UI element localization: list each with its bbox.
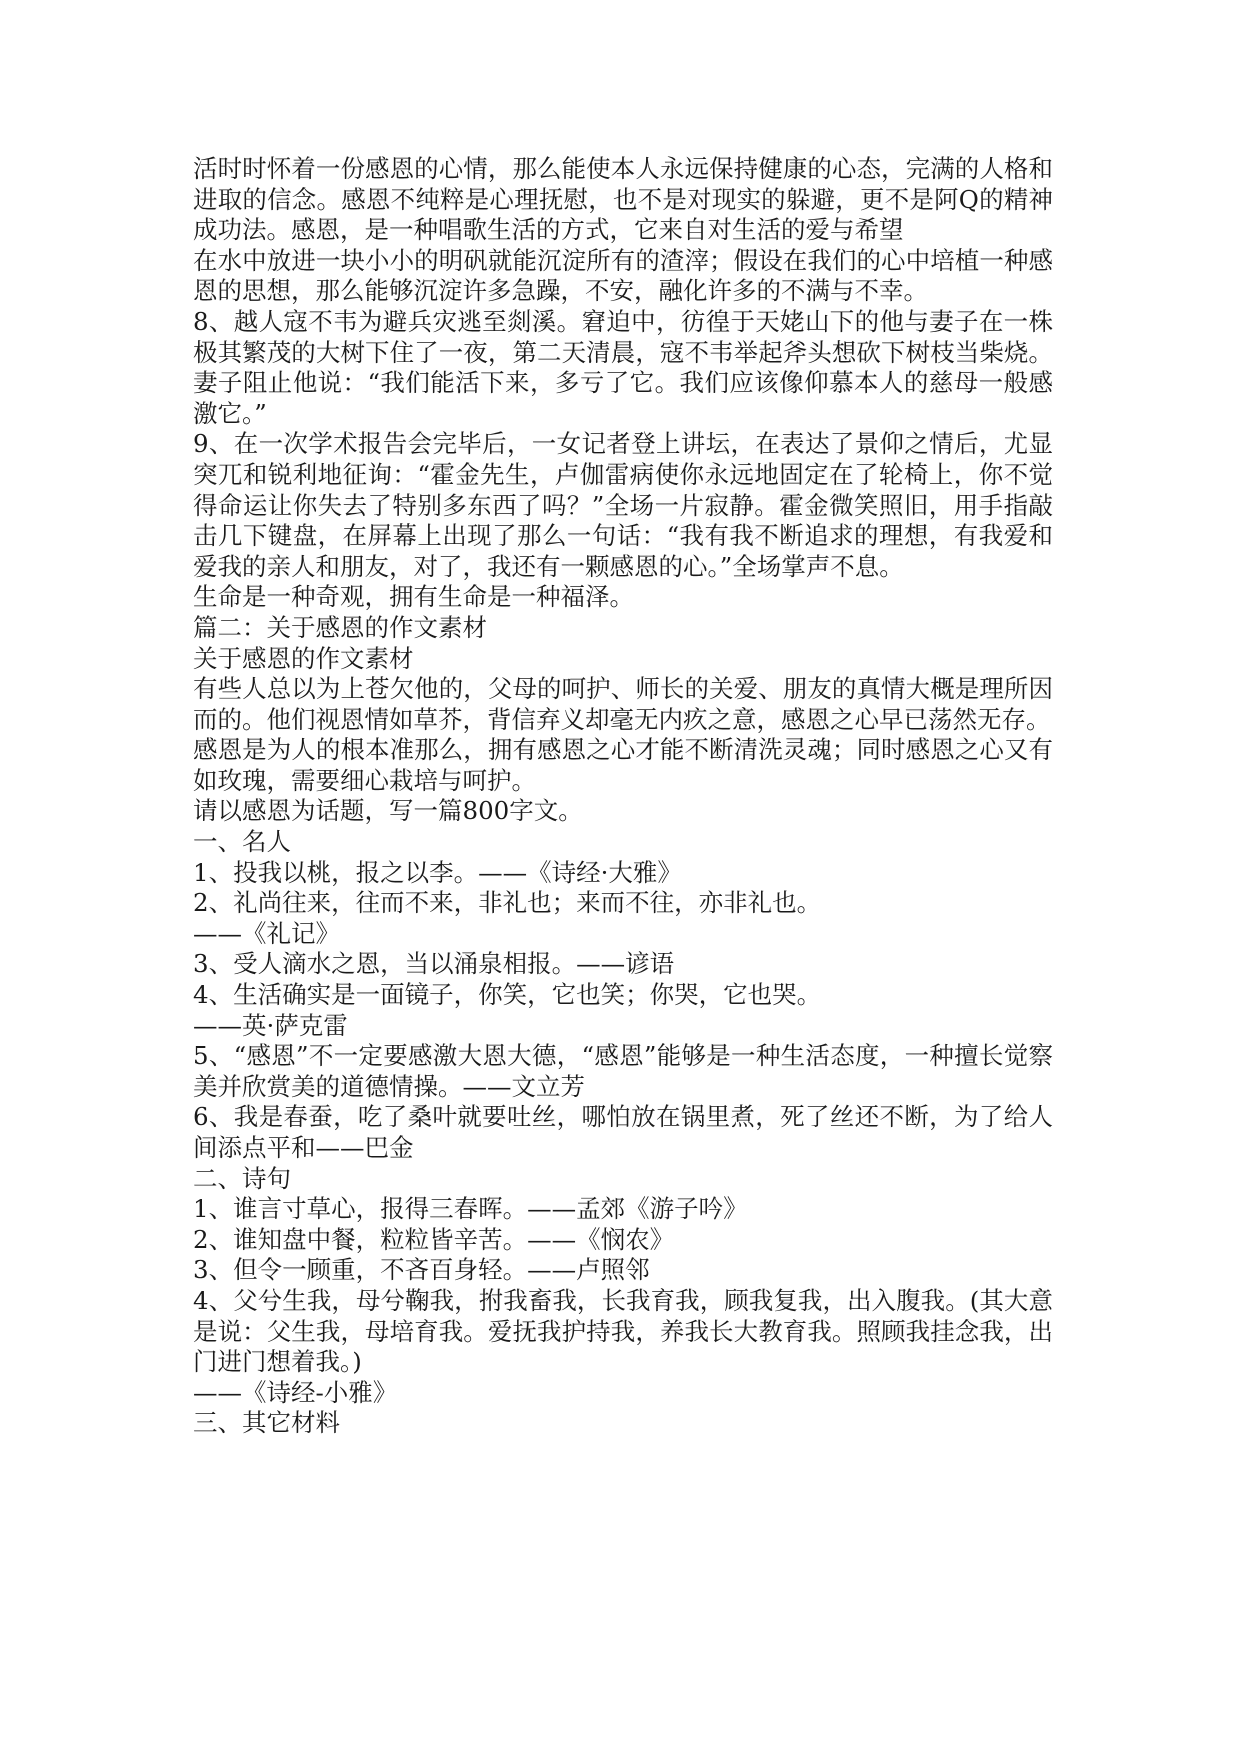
list-item: 5、“感恩”不一定要感激大恩大德，“感恩”能够是一种生活态度，一种擅长觉察美并欣赏美的道德情操。——文立芳 <box>193 1041 1053 1101</box>
paragraph: 生命是一种奇观，拥有生命是一种福泽。 <box>193 582 634 612</box>
paragraph: 8、越人寇不韦为避兵灾逃至剡溪。窘迫中，彷徨于天姥山下的他与妻子在一株极其繁茂的大树下住了一夜，第二天清晨，寇不韦举起斧头想砍下树枝当柴烧。妻子阻止他说：“我们能活下来，多亏了它。我们应该像仰慕本人的慈母一般感激它。” <box>193 306 1053 428</box>
list-heading: 一、名人 <box>193 827 291 857</box>
paragraph: 活时时怀着一份感恩的心情，那么能使本人永远保持健康的心态，完满的人格和进取的信念。感恩不纯粹是心理抚慰，也不是对现实的躲避，更不是阿Q的精神成功法。感恩，是一种唱歌生活的方式，它来自对生活的爱与希望 <box>193 154 1053 245</box>
list-item-source: ——《诗经-小雅》 <box>193 1377 398 1407</box>
paragraph: 9、在一次学术报告会完毕后，一女记者登上讲坛，在表达了景仰之情后，尤显突兀和锐利地征询：“霍金先生，卢伽雷病使你永远地固定在了轮椅上，你不觉得命运让你失去了特别多东西了吗？”全场一片寂静。霍金微笑照旧，用手指敲击几下键盘，在屏幕上出现了那么一句话：“我有我不断追求的理想，有我爱和爱我的亲人和朋友，对了，我还有一颗感恩的心。”全场掌声不息。 <box>193 429 1053 581</box>
list-item: 3、受人滴水之恩，当以涌泉相报。——谚语 <box>193 949 675 979</box>
list-item: 1、谁言寸草心，报得三春晖。——孟郊《游子吟》 <box>193 1194 748 1224</box>
paragraph: 请以感恩为话题，写一篇800字文。 <box>193 796 583 826</box>
list-item: 4、生活确实是一面镜子，你笑，它也笑；你哭，它也哭。 <box>193 980 822 1010</box>
list-item-source: ——英·萨克雷 <box>193 1010 348 1040</box>
list-heading: 二、诗句 <box>193 1163 291 1193</box>
list-item: 1、投我以桃，报之以李。——《诗经·大雅》 <box>193 857 682 887</box>
paragraph: 感恩是为人的根本准那么，拥有感恩之心才能不断清洗灵魂；同时感恩之心又有如玫瑰，需要细心栽培与呵护。 <box>193 735 1053 795</box>
document-body <box>193 154 1053 1439</box>
section-heading: 篇二：关于感恩的作文素材 <box>193 612 487 642</box>
list-item: 4、父兮生我，母兮鞠我，拊我畜我，长我育我，顾我复我，出入腹我。(其大意是说：父生我，母培育我。爱抚我护持我，养我长大教育我。照顾我挂念我，出门进门想着我。) <box>193 1285 1053 1377</box>
list-item: 6、我是春蚕，吃了桑叶就要吐丝，哪怕放在锅里煮，死了丝还不断，为了给人间添点平和——巴金 <box>193 1102 1053 1162</box>
list-item: 2、谁知盘中餐，粒粒皆辛苦。——《悯农》 <box>193 1224 675 1254</box>
paragraph: 有些人总以为上苍欠他的，父母的呵护、师长的关爱、朋友的真情大概是理所因而的。他们视恩情如草芥，背信弃义却毫无内疚之意，感恩之心早已荡然无存。 <box>193 674 1053 734</box>
paragraph: 在水中放进一块小小的明矾就能沉淀所有的渣滓；假设在我们的心中培植一种感恩的思想，那么能够沉淀许多急躁，不安，融化许多的不满与不幸。 <box>193 245 1053 306</box>
list-item: 2、礼尚往来，往而不来，非礼也；来而不往，亦非礼也。 <box>193 888 822 918</box>
section-subtitle: 关于感恩的作文素材 <box>193 643 414 673</box>
list-item: 3、但令一顾重，不吝百身轻。——卢照邻 <box>193 1255 650 1285</box>
list-heading: 三、其它材料 <box>193 1408 340 1438</box>
list-item-source: ——《礼记》 <box>193 918 340 948</box>
